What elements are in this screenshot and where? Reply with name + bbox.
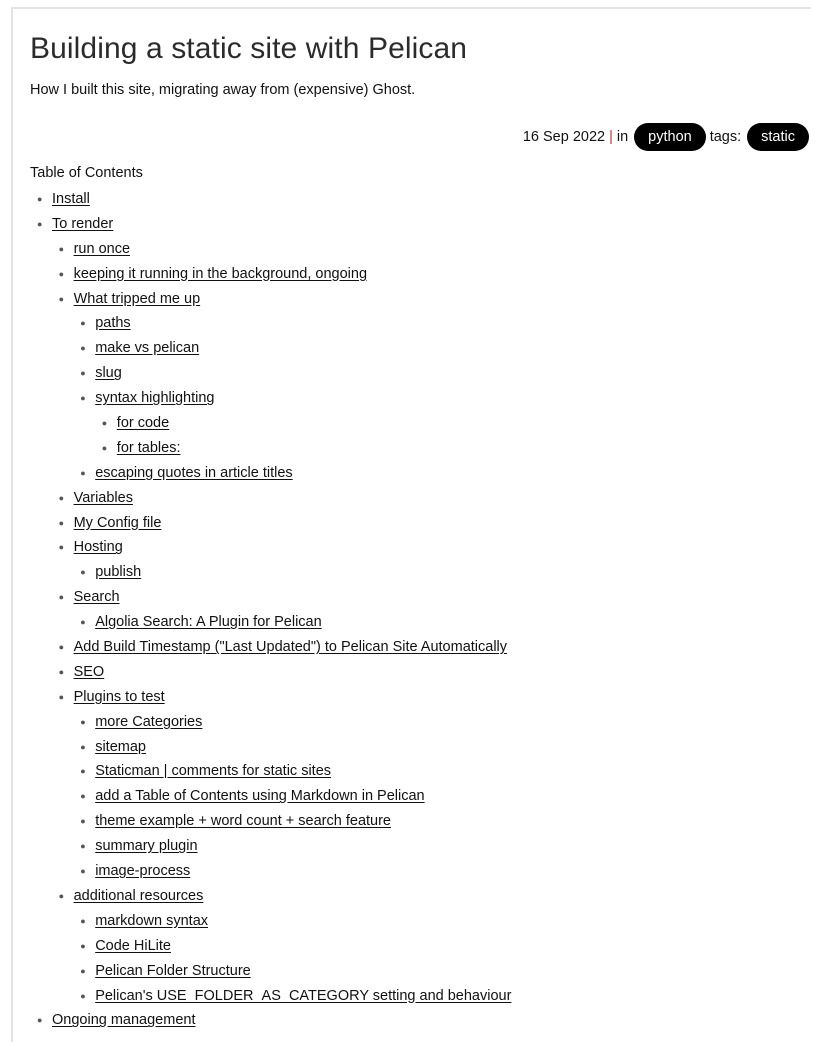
toc-link[interactable]: Staticman | comments for static sites — [95, 763, 332, 780]
disc-bullet-icon: ● — [80, 617, 86, 628]
toc-link[interactable]: run once — [73, 240, 131, 257]
toc-link[interactable]: Search — [73, 589, 120, 606]
toc-item — [30, 361, 511, 386]
disc-bullet-icon: ● — [80, 368, 86, 379]
toc-link[interactable]: slug — [95, 365, 122, 382]
toc-link[interactable]: What tripped me up — [73, 290, 201, 307]
toc-list — [30, 187, 511, 1033]
disc-bullet-icon: ● — [80, 965, 86, 976]
toc-item — [30, 884, 511, 909]
toc-link[interactable]: SEO — [73, 663, 105, 680]
disc-bullet-icon: ● — [80, 716, 86, 727]
toc-link[interactable]: summary plugin — [95, 838, 198, 855]
toc-link[interactable]: for tables: — [116, 439, 181, 456]
toc-link[interactable]: add a Table of Contents using Markdown in Pelican — [95, 788, 425, 805]
toc-link[interactable]: publish — [95, 564, 142, 581]
toc-title: Table of Contents — [30, 165, 143, 181]
disc-bullet-icon: ● — [37, 218, 43, 229]
toc-item — [30, 809, 511, 834]
disc-bullet-icon: ● — [58, 592, 65, 603]
disc-bullet-icon: ● — [80, 866, 86, 877]
toc-item — [30, 486, 511, 511]
toc-link[interactable]: theme example + word count + search feature — [95, 813, 391, 830]
toc-item — [30, 685, 511, 710]
toc-item — [30, 735, 511, 760]
toc-link[interactable]: Hosting — [73, 539, 123, 556]
disc-bullet-icon: ● — [80, 841, 86, 852]
disc-bullet-icon: ● — [80, 393, 86, 404]
toc-link[interactable]: Pelican Folder Structure — [95, 962, 251, 979]
toc-item — [30, 187, 511, 212]
toc-link[interactable]: additional resources — [73, 887, 204, 904]
toc-link[interactable]: To render — [52, 215, 114, 232]
disc-bullet-icon: ● — [80, 766, 86, 777]
disc-bullet-icon: ● — [58, 492, 65, 503]
toc-item — [30, 411, 511, 436]
toc-item — [30, 710, 511, 735]
disc-bullet-icon: ● — [58, 243, 65, 254]
disc-bullet-icon: ● — [58, 293, 65, 304]
toc-link[interactable]: markdown syntax — [95, 912, 209, 929]
toc-item — [30, 560, 511, 585]
toc-item — [30, 336, 511, 361]
disc-bullet-icon: ● — [80, 567, 86, 578]
toc-link[interactable]: Code HiLite — [95, 937, 171, 954]
in-label: in — [616, 128, 629, 145]
category-badge-python[interactable]: python — [634, 123, 706, 151]
toc-item — [30, 610, 511, 635]
disc-bullet-icon: ● — [80, 741, 86, 752]
tag-badge-static[interactable]: static — [747, 123, 809, 151]
toc-link[interactable]: Ongoing management — [52, 1012, 196, 1029]
toc-item — [30, 784, 511, 809]
toc-item — [30, 287, 511, 312]
disc-bullet-icon: ● — [80, 990, 86, 1001]
disc-bullet-icon: ● — [37, 1015, 43, 1026]
toc-link[interactable]: make vs pelican — [95, 340, 200, 357]
toc-link[interactable]: paths — [95, 315, 131, 332]
toc-link[interactable]: escaping quotes in article titles — [95, 464, 293, 481]
toc-link[interactable]: more Categories — [95, 713, 203, 730]
disc-bullet-icon: ● — [58, 890, 65, 901]
toc-link[interactable]: Pelican's USE_FOLDER_AS_CATEGORY setting and behaviour — [95, 987, 512, 1004]
toc-item — [30, 834, 511, 859]
disc-bullet-icon: ● — [58, 542, 65, 553]
toc-link[interactable]: Plugins to test — [73, 688, 165, 705]
toc-link[interactable]: Variables — [73, 489, 133, 506]
toc-item — [30, 635, 511, 660]
article-subtitle: How I built this site, migrating away from (expensive) Ghost. — [30, 82, 416, 98]
toc-link[interactable]: sitemap — [95, 738, 146, 755]
disc-bullet-icon: ● — [101, 418, 108, 429]
toc-link[interactable]: My Config file — [73, 514, 162, 531]
toc-link[interactable]: syntax highlighting — [95, 390, 215, 407]
toc-item — [30, 386, 511, 411]
tags-label: tags: — [709, 128, 742, 145]
disc-bullet-icon: ● — [80, 915, 86, 926]
article-meta — [523, 122, 811, 151]
article-title: Building a static site with Pelican — [30, 32, 468, 65]
disc-bullet-icon: ● — [80, 816, 86, 827]
disc-bullet-icon: ● — [80, 343, 86, 354]
toc-link[interactable]: image-process — [95, 863, 191, 880]
meta-separator: | — [609, 128, 613, 145]
disc-bullet-icon: ● — [58, 642, 65, 653]
toc-item — [30, 585, 511, 610]
disc-bullet-icon: ● — [37, 194, 43, 204]
disc-bullet-icon: ● — [80, 318, 86, 329]
toc-item — [30, 311, 511, 336]
disc-bullet-icon: ● — [80, 791, 86, 802]
toc-item — [30, 984, 511, 1009]
disc-bullet-icon: ● — [58, 691, 65, 702]
toc-item — [30, 511, 511, 536]
toc-item — [30, 1008, 511, 1033]
disc-bullet-icon: ● — [58, 268, 65, 279]
toc-link[interactable]: for code — [116, 415, 170, 432]
toc-link[interactable]: keeping it running in the background, ongoing — [73, 265, 368, 282]
toc-link[interactable]: Algolia Search: A Plugin for Pelican — [95, 614, 322, 631]
disc-bullet-icon: ● — [101, 442, 108, 453]
toc-item — [30, 237, 511, 262]
toc-item — [30, 759, 511, 784]
toc-item — [30, 660, 511, 685]
toc-item — [30, 461, 511, 486]
toc-link[interactable]: Add Build Timestamp ("Last Updated") to Pelican Site Automatically — [73, 639, 508, 656]
disc-bullet-icon: ● — [58, 517, 65, 528]
toc-item — [30, 436, 511, 461]
article-date: 16 Sep 2022 — [522, 128, 606, 145]
disc-bullet-icon: ● — [80, 467, 86, 478]
toc-item — [30, 934, 511, 959]
disc-bullet-icon: ● — [80, 940, 86, 951]
toc-item — [30, 262, 511, 287]
toc-item — [30, 959, 511, 984]
toc-item — [30, 859, 511, 884]
disc-bullet-icon: ● — [58, 666, 65, 677]
toc-item — [30, 909, 511, 934]
toc-item — [30, 535, 511, 560]
toc-item — [30, 212, 511, 237]
toc-link[interactable]: Install — [52, 191, 90, 207]
